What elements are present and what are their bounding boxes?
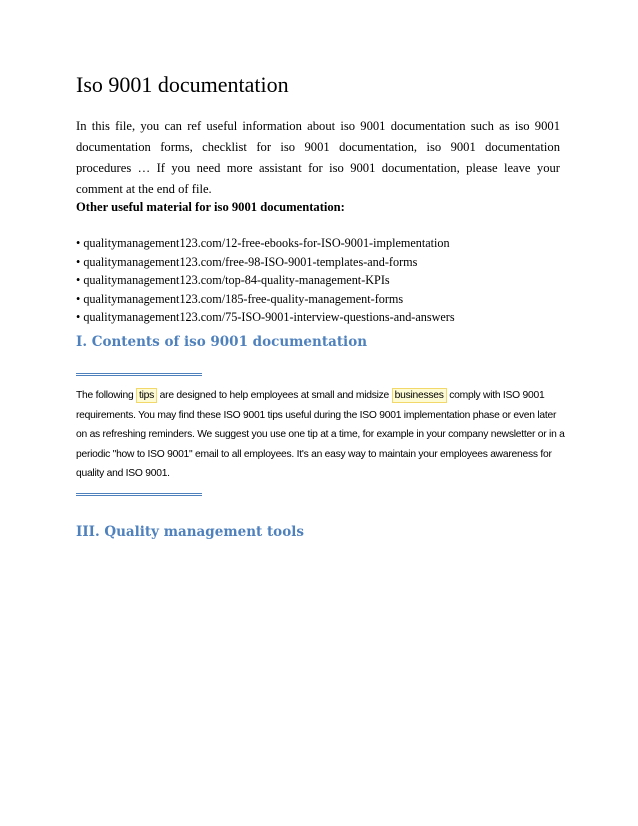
material-link[interactable]: • qualitymanagement123.com/75-ISO-9001-interview-questions-and-answers [76, 308, 455, 327]
material-link[interactable]: • qualitymanagement123.com/free-98-ISO-9001-templates-and-forms [76, 253, 455, 272]
material-link[interactable]: • qualitymanagement123.com/top-84-quality-management-KPIs [76, 271, 455, 290]
tips-paragraph [76, 386, 566, 484]
paragraph-text: comply with ISO 9001 requirements. You may find these ISO 9001 tips useful during the ISO 9001 implementation phase or even later on as refreshing reminders. We suggest you use one tip at a time, for example in your company newsletter or in a periodic "how to ISO 9001" email to all employees. It's an easy way to maintain your employees awareness for quality and ISO 9001. [76, 390, 565, 480]
material-link[interactable]: • qualitymanagement123.com/12-free-ebooks-for-ISO-9001-implementation [76, 234, 455, 253]
paragraph-text: The following [76, 390, 137, 401]
section-divider [76, 373, 202, 376]
businesses-highlight-link[interactable]: businesses [392, 388, 447, 403]
document-title: Iso 9001 documentation [76, 72, 289, 97]
other-material-heading: Other useful material for iso 9001 documentation: [76, 200, 345, 214]
tips-highlight-link[interactable]: tips [136, 388, 157, 403]
section-heading-contents: I. Contents of iso 9001 documentation [76, 334, 368, 350]
material-links-list [76, 234, 455, 327]
intro-paragraph: In this file, you can ref useful information about iso 9001 documentation such as iso 9001 documentation forms, checklist for iso 9001 documentation, iso 9001 documentation procedures … If you need more assistant for iso 9001 documentation, please leave your comment at the end of file. [76, 119, 560, 196]
section-heading-quality-tools: III. Quality management tools [76, 524, 304, 540]
material-link[interactable]: • qualitymanagement123.com/185-free-quality-management-forms [76, 290, 455, 309]
paragraph-text: are designed to help employees at small and midsize [157, 390, 392, 401]
section-divider [76, 493, 202, 496]
